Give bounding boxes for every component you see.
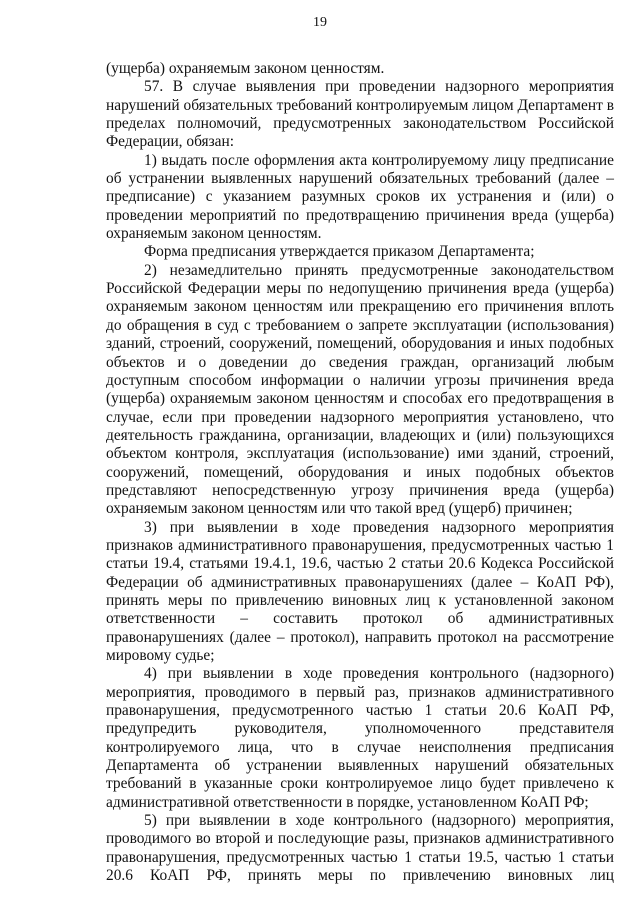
paragraph-item-57: 57. В случае выявления при проведении надзорного мероприятия нарушений обязательных требований контролируемым лицом Департамент в пределах полномочий, предусмотренных законодательством Российской Федерации, обязан: xyxy=(106,78,614,151)
page-number: 19 xyxy=(313,15,327,30)
paragraph-form-note: Форма предписания утверждается приказом Департамента; xyxy=(144,243,535,261)
paragraph-subitem-3: 3) при выявлении в ходе проведения надзорного мероприятия признаков административного правонарушения, предусмотренных частью 1 статьи 19.4, статьями 19.4.1, 19.6, частью 2 статьи 20.6 Кодекса Российской Федерации об административных правонарушениях (далее – КоАП РФ), принять меры по привлечению виновных лиц к установленной законом ответственности – составить протокол об административных правонарушениях (далее – протокол), направить протокол на рассмотрение мировому судье; xyxy=(106,518,614,664)
document-body xyxy=(106,60,614,885)
paragraph-subitem-1: 1) выдать после оформления акта контролируемому лицу предписание об устранении выявленных нарушений обязательных требований (далее – предписание) с указанием разумных сроков их устранения и (или) о проведении мероприятий по предотвращению причинения вреда (ущерба) охраняемым законом ценностям. xyxy=(106,151,614,243)
paragraph-continuation: (ущерба) охраняемым законом ценностям. xyxy=(106,60,385,77)
paragraph-subitem-4: 4) при выявлении в ходе проведения контрольного (надзорного) мероприятия, проводимого в первый раз, признаков административного правонарушения, предусмотренного частью 1 статьи 20.6 КоАП РФ, предупредить руководителя, уполномоченного представителя контролируемого лица, что в случае неисполнения предписания Департамента об устранении выявленных нарушений обязательных требований в указанные сроки контролируемое лицо будет привлечено к административной ответственности в порядке, установленном КоАП РФ; xyxy=(106,665,614,811)
paragraph-subitem-5: 5) при выявлении в ходе контрольного (надзорного) мероприятия, проводимого во второй и последующие разы, признаков административного правонарушения, предусмотренных частью 1 статьи 19.5, частью 1 статьи 20.6 КоАП РФ, принять меры по привлечению виновных лиц xyxy=(106,812,614,885)
paragraph-subitem-2: 2) незамедлительно принять предусмотренные законодательством Российской Федерации меры по недопущению причинения вреда (ущерба) охраняемым законом ценностям или прекращению его причинения вплоть до обращения в суд с требованием о запрете эксплуатации (использования) зданий, строений, сооружений, помещений, оборудования и иных подобных объектов и о доведении до сведения граждан, организаций любым доступным способом информации о наличии угрозы причинения вреда (ущерба) охраняемым законом ценностям и способах его предотвращения в случае, если при проведении надзорного мероприятия установлено, что деятельность гражданина, организации, владеющих и (или) пользующихся объектом контроля, эксплуатация (использование) ими зданий, строений, сооружений, помещений, оборудования и иных подобных объектов представляют непосредственную угрозу причинения вреда (ущерба) охраняемым законом ценностям или что такой вред (ущерб) причинен; xyxy=(106,261,614,518)
